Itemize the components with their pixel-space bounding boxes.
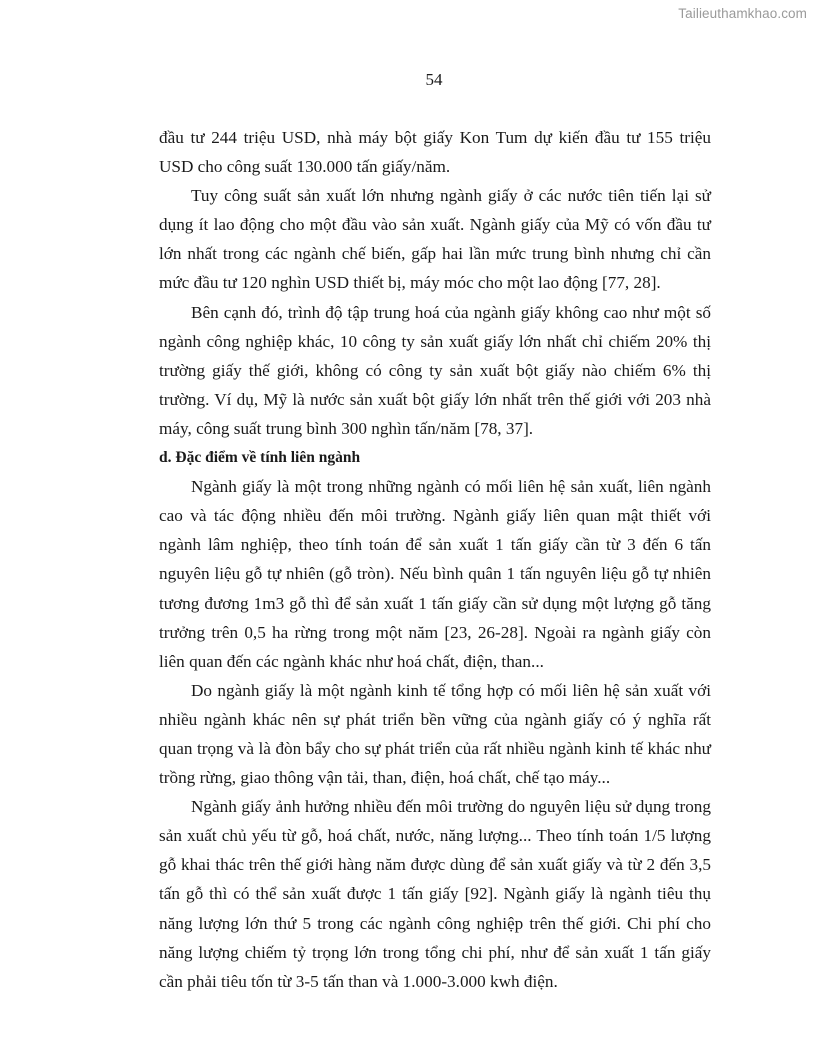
document-body bbox=[159, 123, 711, 996]
paragraph: Ngành giấy ảnh hưởng nhiều đến môi trường do nguyên liệu sử dụng trong sản xuất chủ yếu từ gỗ, hoá chất, nước, năng lượng... Theo tính toán 1/5 lượng gỗ khai thác trên thế giới hàng năm được dùng để sản xuất giấy và từ 2 đến 3,5 tấn gỗ thì có thể sản xuất được 1 tấn giấy [92]. Ngành giấy là ngành tiêu thụ năng lượng lớn thứ 5 trong các ngành công nghiệp trên thế giới. Chi phí cho năng lượng chiếm tỷ trọng lớn trong tổng chi phí, như để sản xuất 1 tấn giấy cần phải tiêu tốn từ 3-5 tấn than và 1.000-3.000 kwh điện. bbox=[159, 797, 711, 991]
paragraph: Bên cạnh đó, trình độ tập trung hoá của ngành giấy không cao như một số ngành công nghiệp khác, 10 công ty sản xuất giấy lớn nhất chỉ chiếm 20% thị trường giấy thế giới, không có công ty sản xuất bột giấy nào chiếm 6% thị trường. Ví dụ, Mỹ là nước sản xuất bột giấy lớn nhất trên thế giới với 203 nhà máy, công suất trung bình 300 nghìn tấn/năm [78, 37]. bbox=[159, 302, 711, 438]
paragraph-continuation: đầu tư 244 triệu USD, nhà máy bột giấy Kon Tum dự kiến đầu tư 155 triệu USD cho công suất 130.000 tấn giấy/năm. bbox=[159, 128, 711, 177]
watermark-text: Tailieuthamkhao.com bbox=[678, 6, 807, 21]
paragraph: Do ngành giấy là một ngành kinh tế tổng hợp có mối liên hệ sản xuất với nhiều ngành khác nên sự phát triển bền vững của ngành giấy có ý nghĩa rất quan trọng và là đòn bẩy cho sự phát triển của rất nhiều ngành kinh tế khác như trồng rừng, giao thông vận tải, than, điện, hoá chất, chế tạo máy... bbox=[159, 680, 711, 788]
page-number: 54 bbox=[425, 70, 443, 89]
section-heading: d. Đặc điểm về tính liên ngành bbox=[159, 449, 361, 467]
paragraph: Tuy công suất sản xuất lớn nhưng ngành giấy ở các nước tiên tiến lại sử dụng ít lao động cho một đầu vào sản xuất. Ngành giấy của Mỹ có vốn đầu tư lớn nhất trong các ngành chế biến, gấp hai lần mức trung bình nhưng chỉ cần mức đầu tư 120 nghìn USD thiết bị, máy móc cho một lao động [77, 28]. bbox=[159, 186, 711, 293]
paragraph: Ngành giấy là một trong những ngành có mối liên hệ sản xuất, liên ngành cao và tác động nhiều đến môi trường. Ngành giấy liên quan mật thiết với ngành lâm nghiệp, theo tính toán để sản xuất 1 tấn giấy cần từ 3 đến 6 tấn nguyên liệu gỗ tự nhiên (gỗ tròn). Nếu bình quân 1 tấn nguyên liệu gỗ tự nhiên tương đương 1m3 gỗ thì để sản xuất 1 tấn giấy cần sử dụng một lượng gỗ tăng trưởng trên 0,5 ha rừng trong một năm [23, 26-28]. Ngoài ra ngành giấy còn liên quan đến các ngành khác như hoá chất, điện, than... bbox=[159, 477, 711, 671]
